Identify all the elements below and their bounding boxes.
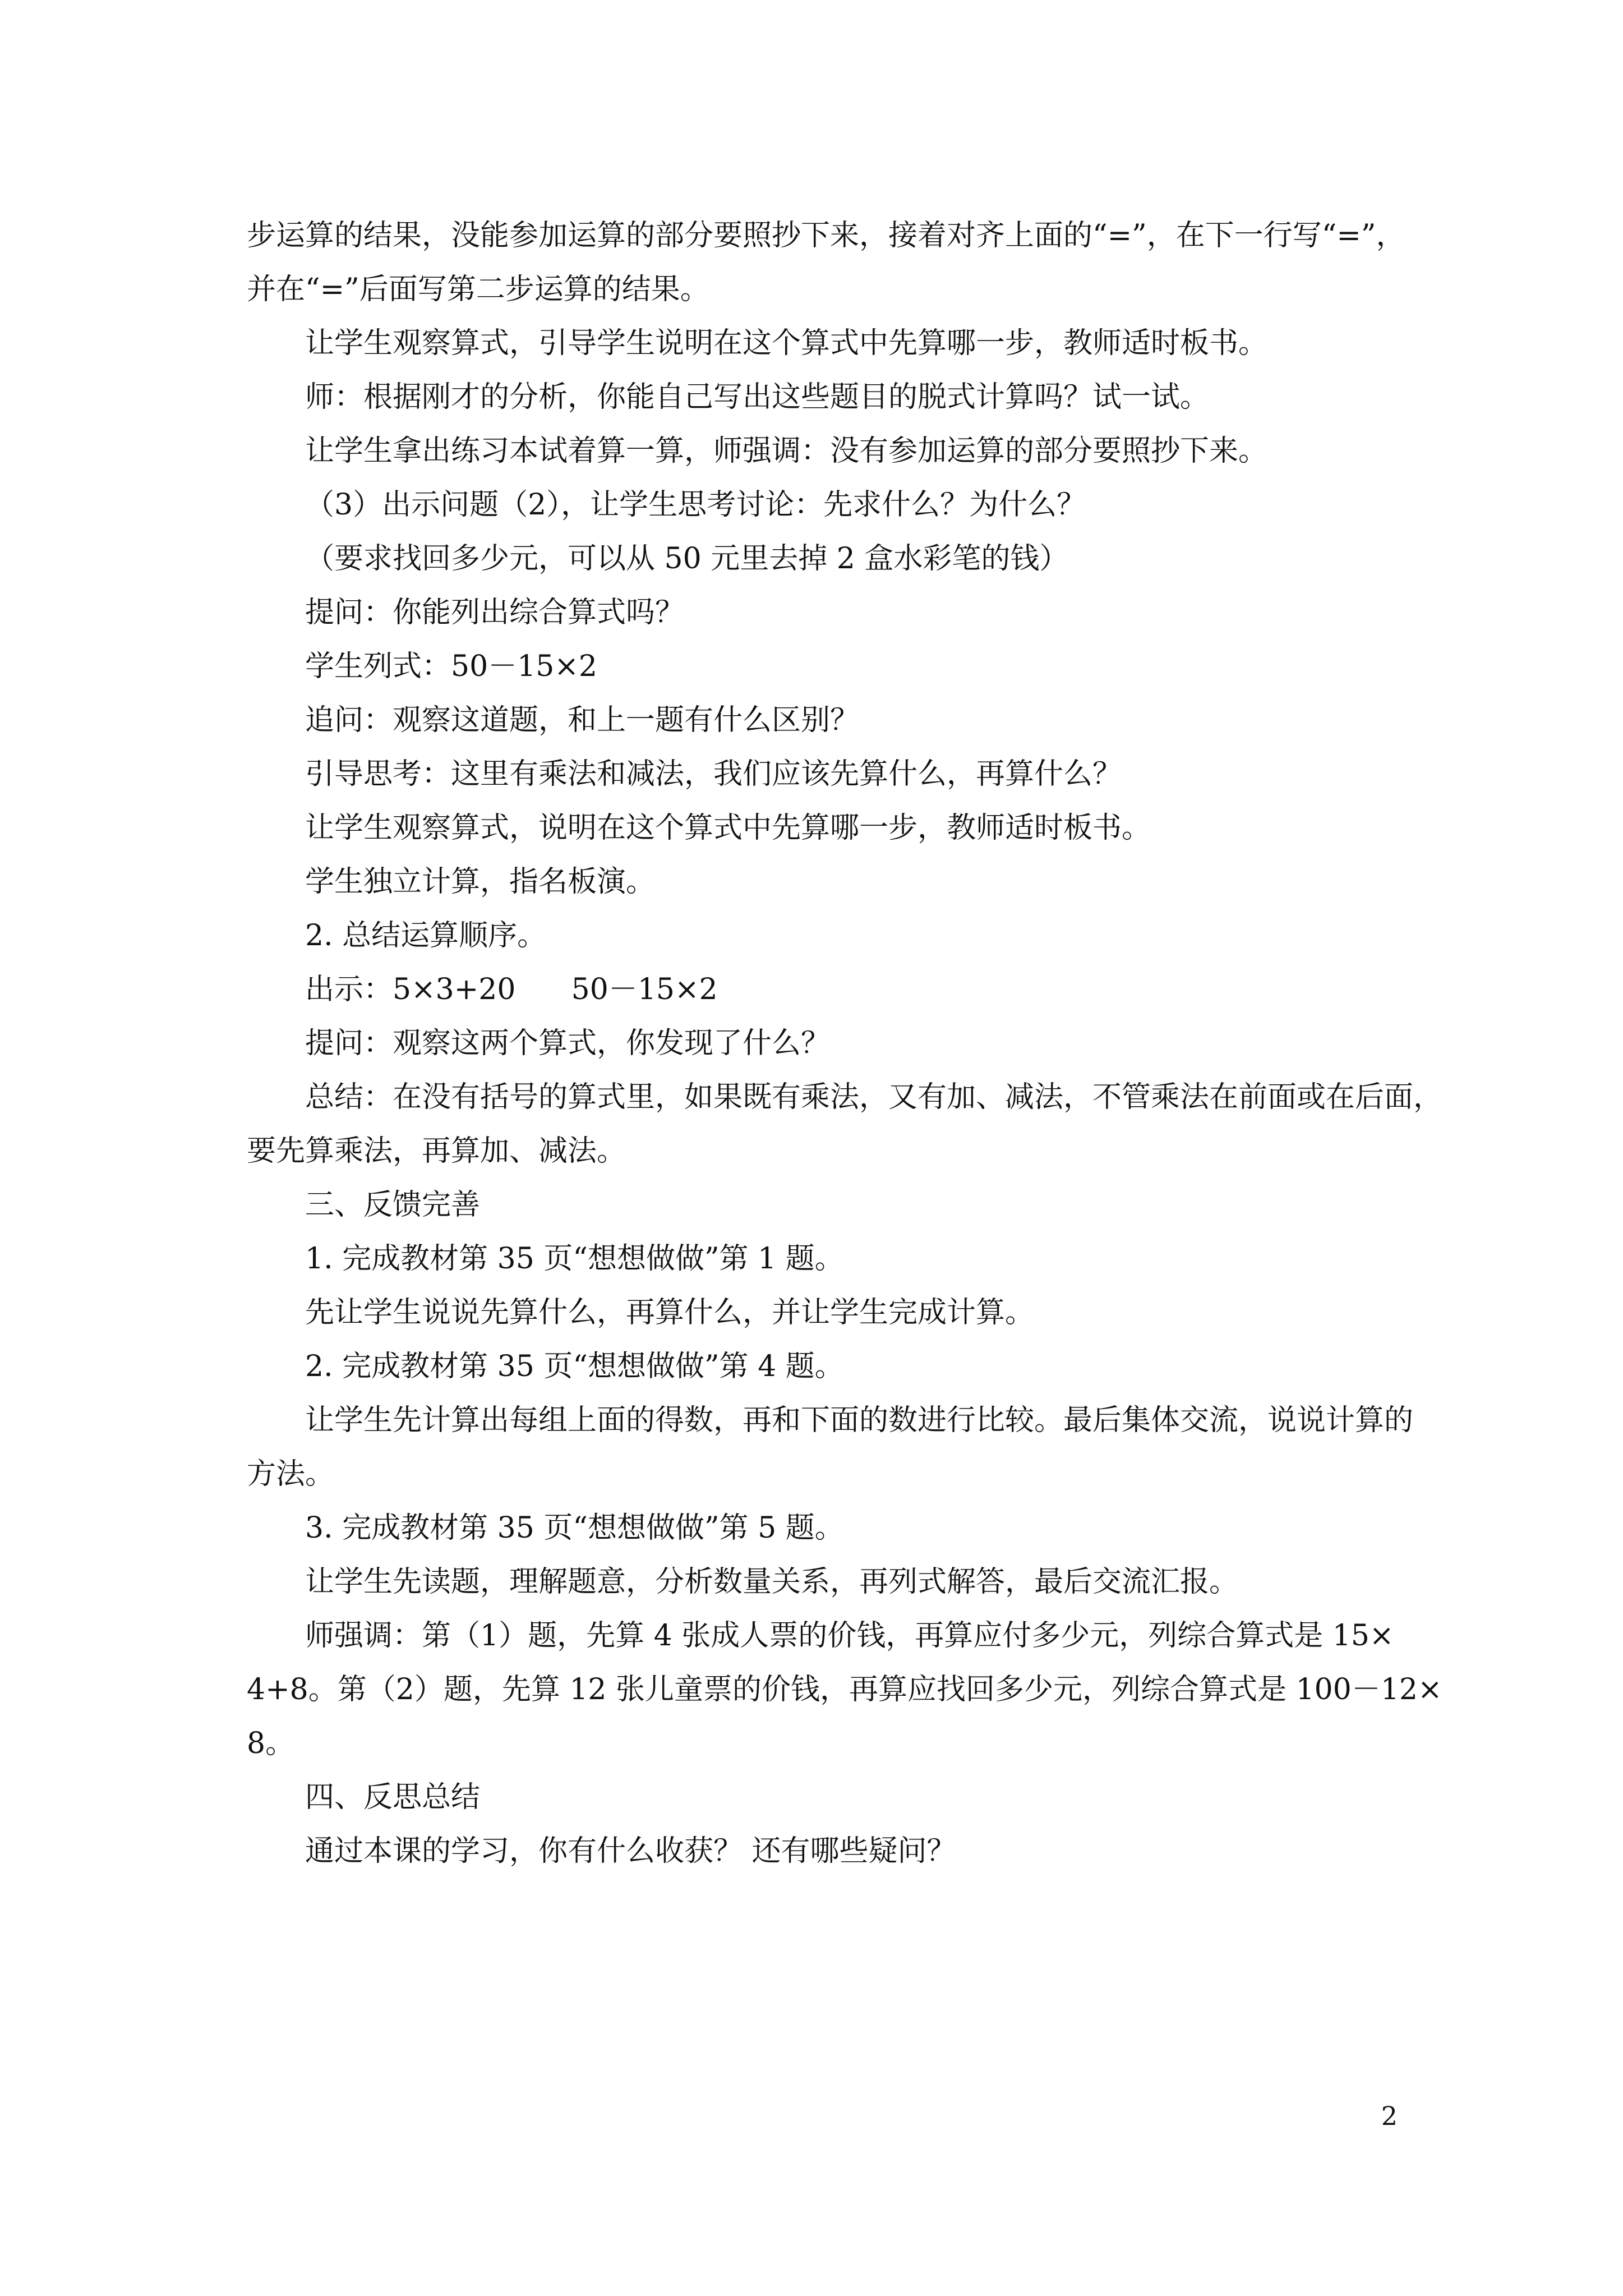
text-line: 2. 完成教材第 35 页“想想做做”第 4 题。 xyxy=(305,1350,844,1383)
text-line: 让学生观察算式，说明在这个算式中先算哪一步，教师适时板书。 xyxy=(305,811,1151,845)
text-line: 师强调：第（1）题，先算 4 张成人票的价钱，再算应付多少元，列综合算式是 15× xyxy=(305,1619,1394,1653)
text-line: 学生列式：50－15×2 xyxy=(305,650,597,683)
text-line: 1. 完成教材第 35 页“想想做做”第 1 题。 xyxy=(305,1242,844,1276)
text-line: 总结：在没有括号的算式里，如果既有乘法，又有加、减法，不管乘法在前面或在后面， xyxy=(305,1080,1443,1114)
text-line: 8。 xyxy=(247,1727,295,1760)
page-number: 2 xyxy=(1381,2101,1398,2131)
text-line: （3）出示问题（2），让学生思考讨论：先求什么？为什么？ xyxy=(305,488,1086,522)
text-line: 提问：观察这两个算式，你发现了什么？ xyxy=(305,1027,831,1060)
text-line: 并在“=”后面写第二步运算的结果。 xyxy=(247,273,709,306)
text-line: 出示：5×3+20 50－15×2 xyxy=(305,973,718,1006)
text-line: 3. 完成教材第 35 页“想想做做”第 5 题。 xyxy=(305,1511,844,1545)
text-line: 追问：观察这道题，和上一题有什么区别？ xyxy=(305,703,860,737)
text-line: 4+8。第（2）题，先算 12 张儿童票的价钱，再算应找回多少元，列综合算式是 100－12× xyxy=(247,1673,1442,1706)
text-line: 师：根据刚才的分析，你能自己写出这些题目的脱式计算吗？试一试。 xyxy=(305,380,1210,414)
text-line: 让学生观察算式，引导学生说明在这个算式中先算哪一步，教师适时板书。 xyxy=(305,326,1268,360)
text-line: 提问：你能列出综合算式吗？ xyxy=(305,596,685,629)
text-line: 三、反馈完善 xyxy=(305,1188,481,1222)
text-line: 四、反思总结 xyxy=(305,1780,481,1814)
text-line: 让学生先读题，理解题意，分析数量关系，再列式解答，最后交流汇报。 xyxy=(305,1565,1239,1599)
text-line: 要先算乘法，再算加、减法。 xyxy=(247,1134,626,1168)
text-line: 先让学生说说先算什么，再算什么，并让学生完成计算。 xyxy=(305,1296,1035,1329)
text-line: 引导思考：这里有乘法和减法，我们应该先算什么，再算什么？ xyxy=(305,757,1122,791)
text-line: 让学生先计算出每组上面的得数，再和下面的数进行比较。最后集体交流，说说计算的 xyxy=(305,1404,1414,1437)
text-line: 让学生拿出练习本试着算一算，师强调：没有参加运算的部分要照抄下来。 xyxy=(305,434,1268,468)
text-line: 学生独立计算，指名板演。 xyxy=(305,865,656,899)
body-text xyxy=(247,209,1443,1878)
text-line: 2. 总结运算顺序。 xyxy=(305,919,547,953)
text-line: （要求找回多少元，可以从 50 元里去掉 2 盒水彩笔的钱） xyxy=(305,542,1069,576)
text-line: 步运算的结果，没能参加运算的部分要照抄下来，接着对齐上面的“=”，在下一行写“=”， xyxy=(247,219,1405,252)
text-line: 通过本课的学习，你有什么收获？ 还有哪些疑问？ xyxy=(305,1834,956,1868)
text-line: 方法。 xyxy=(247,1457,335,1491)
